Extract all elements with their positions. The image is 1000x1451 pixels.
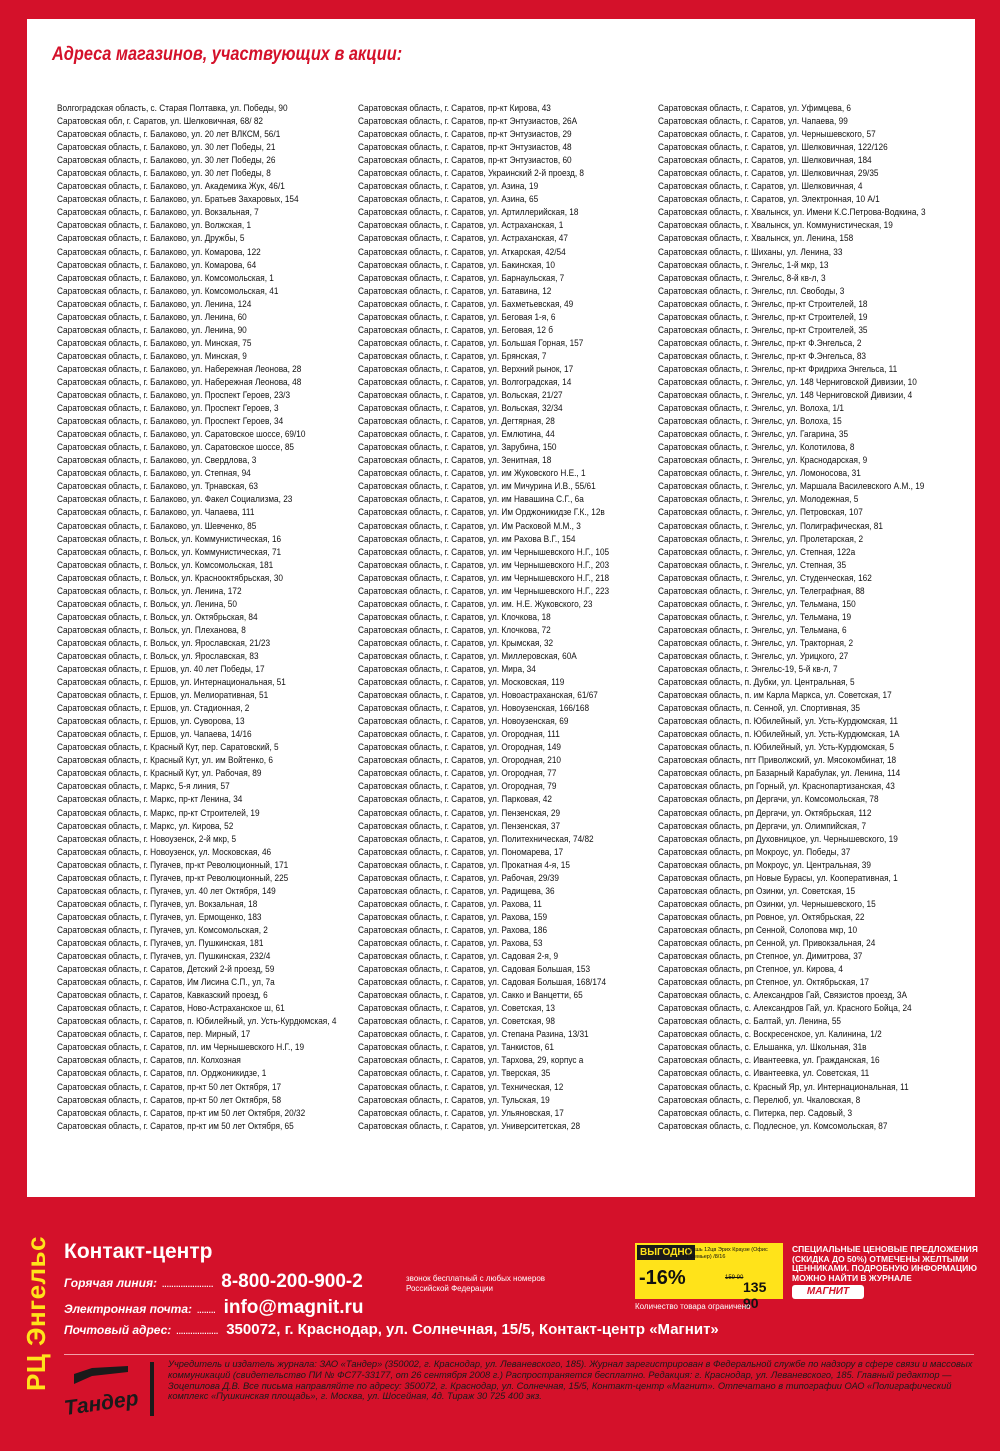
address-item: Саратовская область, г. Балаково, ул. Проспект Героев, 23/3 [57, 390, 291, 402]
address-item: Саратовская область, г. Саратов, ул. Волгоградская, 14 [358, 376, 572, 388]
address-item: Саратовская область, п. Юбилейный, ул. Усть-Курдюмская, 5 [658, 742, 894, 754]
address-item: Саратовская область, г. Новоузенск, 2-й мкр, 5 [57, 833, 237, 845]
address-item: Саратовская область, г. Энгельс, пр-кт Строителей, 35 [658, 324, 868, 336]
address-item: Саратовская область, г. Балаково, ул. Набережная Леонова, 48 [57, 376, 302, 388]
address-item: Саратовская область, г. Вольск, ул. Комсомольская, 181 [57, 559, 274, 571]
address-item: Саратовская область, с. Балтай, ул. Ленина, 55 [658, 1016, 842, 1028]
footer-divider [64, 1354, 974, 1355]
address-item: Саратовская область, г. Балаково, ул. Саратовское шоссе, 69/10 [57, 429, 306, 441]
address-item: Саратовская область, г. Маркс, ул. Кирова, 52 [57, 820, 234, 832]
address-item: Саратовская область, г. Саратов, пер. Мирный, 17 [57, 1029, 251, 1041]
address-item: Саратовская область, рп Горный, ул. Краснопартизанская, 43 [658, 781, 895, 793]
promo-description: СПЕЦИАЛЬНЫЕ ЦЕНОВЫЕ ПРЕДЛОЖЕНИЯ (СКИДКА ДО 50%) ОТМЕЧЕНЫ ЖЕЛТЫМИ ЦЕННИКАМИ. ПОДРОБНУЮ ИНФОРМАЦИЮ МОЖНО НАЙТИ В ЖУРНАЛЕ [792, 1244, 978, 1283]
address-item: Саратовская область, рп Новые Бурасы, ул. Кооперативная, 1 [658, 872, 898, 884]
address-item: Саратовская область, г. Саратов, Ново-Астраханское ш, 61 [57, 1003, 285, 1015]
address-item: Саратовская область, г. Балаково, ул. Набережная Леонова, 28 [57, 363, 302, 375]
address-item: Саратовская область, г. Саратов, ул. Уфимцева, 6 [658, 103, 852, 114]
address-item: Саратовская область, г. Саратов, ул. Огородная, 210 [358, 755, 562, 767]
address-item: Саратовская область, г. Саратов, ул. Пономарева, 17 [358, 846, 564, 858]
email-row [64, 1297, 363, 1319]
address-item: Саратовская область, с. Александров Гай, Связистов проезд, 3А [658, 990, 907, 1002]
address-item: Саратовская область, г. Красный Кут, ул. им Войтенко, 6 [57, 755, 273, 767]
address-item: Саратовская область, г. Ершов, ул. Стадионная, 2 [57, 703, 250, 715]
address-item: Саратовская область, г. Хвалынск, ул. Коммунистическая, 19 [658, 220, 893, 232]
address-item: Саратовская область, г. Вольск, ул. Коммунистическая, 71 [57, 546, 282, 558]
address-item: Саратовская область, г. Энгельс, пр-кт Ф.Энгельса, 2 [658, 337, 862, 349]
address-item: Саратовская область, рп Мокроус, ул. Победы, 37 [658, 846, 851, 858]
address-item: Саратовская область, г. Энгельс, ул. 148 Черниговской Дивизии, 4 [658, 390, 913, 402]
address-item: Саратовская область, г. Энгельс, ул. Краснодарская, 9 [658, 455, 868, 467]
address-item: Саратовская область, г. Энгельс, пр-кт Ф.Энгельса, 83 [658, 350, 866, 362]
address-item: Саратовская область, г. Энгельс, 8-й кв-л, 3 [658, 272, 826, 284]
magnit-logo: МАГНИТ [792, 1285, 864, 1299]
address-item: Саратовская область, г. Саратов, ул. Садовая 2-я, 9 [358, 951, 559, 963]
address-item: Саратовская область, с. Ельшанка, ул. Школьная, 31в [658, 1042, 867, 1054]
address-item: Саратовская область, г. Саратов, ул. Ульяновская, 17 [358, 1107, 564, 1119]
address-item: Саратовская область, г. Энгельс, пр-кт Строителей, 19 [658, 311, 868, 323]
address-item: Саратовская область, г. Энгельс, ул. Гагарина, 35 [658, 429, 849, 441]
address-item: Саратовская область, г. Вольск, ул. Краснооктябрьская, 30 [57, 572, 284, 584]
address-item: Саратовская область, г. Балаково, ул. Свердлова, 3 [57, 455, 257, 467]
address-item: Саратовская область, г. Балаково, ул. Проспект Героев, 34 [57, 416, 284, 428]
address-item: Саратовская область, г. Саратов, пр-кт 50 лет Октября, 58 [57, 1094, 282, 1106]
address-item: Саратовская область, г. Саратов, ул. Тверская, 35 [358, 1068, 551, 1080]
address-item: Саратовская область, г. Саратов, ул. Большая Горная, 157 [358, 337, 584, 349]
address-item: Саратовская область, г. Энгельс, ул. Тракторная, 2 [658, 637, 854, 649]
address-item: Саратовская область, г. Саратов, ул. им Чернышевского Н.Г., 203 [358, 559, 610, 571]
publisher-imprint: Учредитель и издатель журнала: ЗАО «Тандер» (350002, г. Краснодар, ул. Леваневского, 185). Журнал зарегистрирован в Федеральной службе по надзору в сфере связи и массовых коммуникаций (свидетельство ПИ № ФС77-33177, от 26 сентября 2008 г.) Распространяется бесплатно. Редакция: г. Краснодар, ул. Леваневского, 185. Главный редактор — Зоцепилова Д.В. Все письма направляйте по адресу: 350072, г. Краснодар, ул. Солнечная, 15/5, Контакт-центр «Магнит». Отпечатано в типографии ОАО «Полиграфический комплекс «Пушкинская площадь», г. Москва, ул. Шосейная, 4д. Тираж 30 725 400 экз. [168, 1359, 973, 1402]
address-item: Саратовская область, рп Сенной, ул. Привокзальная, 24 [658, 938, 876, 949]
address-item: Саратовская область, г. Энгельс, ул. Петровская, 107 [658, 507, 863, 519]
address-item: Саратовская область, г. Энгельс, ул. Степная, 122а [658, 546, 856, 558]
address-item: Саратовская область, г. Вольск, ул. Плеханова, 8 [57, 624, 246, 636]
address-item: Саратовская область, г. Саратов, ул. им. Н.Е. Жуковского, 23 [358, 598, 593, 610]
address-item: Саратовская область, г. Энгельс, ул. Молодежная, 5 [658, 494, 859, 506]
address-item: Саратовская область, г. Саратов, пл. им Чернышевского Н.Г., 19 [57, 1042, 305, 1054]
address-item: Саратовская область, г. Саратов, ул. им Чернышевского Н.Г., 223 [358, 585, 610, 597]
address-item: Саратовская область, г. Саратов, ул. Астраханская, 1 [358, 220, 564, 232]
address-item: Саратовская область, г. Саратов, ул. Им Расковой М.М., 3 [358, 520, 581, 532]
address-item: Саратовская область, г. Саратов, ул. Азина, 19 [358, 181, 539, 193]
address-item: Саратовская область, г. Балаково, ул. 30 лет Победы, 21 [57, 142, 276, 154]
address-item: Саратовская область, г. Саратов, ул. Бахметьевская, 49 [358, 298, 574, 310]
address-item: Саратовская область, г. Саратов, ул. Радищева, 36 [358, 885, 555, 897]
address-item: Саратовская область, г. Саратов, ул. Азина, 65 [358, 194, 539, 206]
address-item: Саратовская область, г. Саратов, ул. Сакко и Ванцетти, 65 [358, 990, 583, 1002]
address-item: Саратовская область, г. Ершов, ул. Мелиоративная, 51 [57, 690, 269, 702]
address-item: Волгоградская область, с. Старая Полтавка, ул. Победы, 90 [57, 103, 288, 114]
address-item: Саратовская область, г. Саратов, ул. Огородная, 111 [358, 729, 560, 741]
address-item: Саратовская область, г. Энгельс, 1-й мкр, 13 [658, 259, 829, 271]
address-item: Саратовская область, г. Саратов, ул. им Чернышевского Н.Г., 105 [358, 546, 610, 558]
address-item: Саратовская область, г. Хвалынск, ул. Имени К.С.Петрова-Водкина, 3 [658, 207, 926, 219]
address-list-col3 [658, 102, 969, 1133]
address-item: Саратовская область, г. Энгельс, ул. Ломоносова, 31 [658, 468, 861, 480]
address-item: Саратовская область, г. Саратов, ул. Бакинская, 10 [358, 259, 555, 271]
address-item: Саратовская область, г. Балаково, ул. Комарова, 122 [57, 246, 261, 258]
address-item: Саратовская область, г. Саратов, Им Лисина С.П., ул, 7а [57, 977, 275, 989]
address-item: Саратовская область, рп Степное, ул. Кирова, 4 [658, 964, 843, 976]
hotline-row [64, 1271, 363, 1293]
address-item: Саратовская область, г. Энгельс, пр-кт Строителей, 18 [658, 298, 868, 310]
address-item: Саратовская область, г. Балаково, ул. Трнавская, 63 [57, 481, 259, 493]
address-item: Саратовская область, г. Саратов, ул. Советская, 98 [358, 1016, 555, 1028]
address-item: Саратовская область, рп Ровное, ул. Октябрьская, 22 [658, 911, 865, 923]
address-list-col1 [57, 102, 382, 1133]
address-item: Саратовская область, г. Пугачев, ул. Ермощенко, 183 [57, 911, 262, 923]
address-item: Саратовская область, г. Вольск, ул. Коммунистическая, 16 [57, 533, 282, 545]
address-item: Саратовская область, г. Маркс, 5-я линия, 57 [57, 781, 230, 793]
address-item: Саратовская область, г. Энгельс, ул. Телеграфная, 88 [658, 585, 865, 597]
address-item: Саратовская область, г. Балаково, ул. 30 лет Победы, 26 [57, 155, 276, 167]
address-item: Саратовская область, г. Саратов, ул. Миллеровская, 60А [358, 650, 577, 662]
address-item: Саратовская область, г. Саратов, ул. Шелковичная, 4 [658, 181, 863, 193]
address-item: Саратовская область, г. Саратов, ул. им Навашина С.Г., 6а [358, 494, 584, 506]
address-item: Саратовская область, г. Энгельс, ул. Степная, 35 [658, 559, 847, 571]
address-item: Саратовская область, г. Саратов, пл. Колхозная [57, 1055, 241, 1067]
address-item: Саратовская область, г. Энгельс, ул. Студенческая, 162 [658, 572, 872, 584]
address-item: Саратовская область, г. Саратов, пр-кт 50 лет Октября, 17 [57, 1081, 282, 1093]
address-item: Саратовская область, г. Пугачев, ул. 40 лет Октября, 149 [57, 885, 276, 897]
address-item: Саратовская область, г. Саратов, ул. Дегтярная, 28 [358, 416, 555, 428]
tag-new-price: 135 90 [743, 1279, 767, 1311]
address-item: Саратовская область, г. Саратов, ул. Вольская, 21/27 [358, 390, 563, 402]
address-item: Саратовская область, г. Шиханы, ул. Ленина, 33 [658, 246, 843, 258]
address-item: Саратовская область, г. Балаково, ул. Саратовское шоссе, 85 [57, 442, 294, 454]
address-item: Саратовская область, рп Степное, ул. Октябрьская, 17 [658, 977, 870, 989]
address-item: Саратовская область, г. Саратов, ул. Техническая, 12 [358, 1081, 564, 1093]
address-item: Саратовская область, г. Саратов, ул. Клочкова, 18 [358, 611, 551, 623]
address-item: Саратовская область, г. Энгельс, ул. Пролетарская, 2 [658, 533, 864, 545]
address-item: Саратовская область, рп Степное, ул. Димитрова, 37 [658, 951, 863, 963]
address-item: Саратовская область, г. Саратов, ул. Политехническая, 74/82 [358, 833, 594, 845]
address-item: Саратовская область, с. Ивантеевка, ул. Советская, 11 [658, 1068, 870, 1080]
address-item: Саратовская область, г. Саратов, ул. Рабочая, 29/39 [358, 872, 559, 884]
address-item: Саратовская область, г. Балаково, ул. Комсомольская, 41 [57, 285, 279, 297]
email-link[interactable]: info@magnit.ru [223, 1297, 364, 1318]
address-item: Саратовская область, г. Саратов, ул. Им Орджоникидзе Г.К., 12в [358, 507, 605, 519]
address-item: Саратовская область, г. Энгельс, ул. Тельмана, 150 [658, 598, 856, 610]
tag-discount: -16% [639, 1267, 686, 1289]
address-item: Саратовская область, рп Базарный Карабулак, ул. Ленина, 114 [658, 768, 901, 780]
address-item: Саратовская область, г. Саратов, пр-кт Кирова, 43 [358, 103, 551, 114]
address-item: Саратовская область, рп Мокроус, ул. Центральная, 39 [658, 859, 871, 871]
address-item: Саратовская область, с. Перелюб, ул. Чкаловская, 8 [658, 1094, 861, 1106]
address-item: Саратовская область, г. Саратов, ул. Беговая, 12 б [358, 324, 553, 336]
tander-horn-icon [72, 1364, 132, 1388]
address-item: Саратовская область, г. Саратов, ул. Рахова, 159 [358, 911, 548, 923]
hotline-dots: ...................... [161, 1276, 213, 1290]
address-item: Саратовская область, г. Саратов, ул. Зенитная, 18 [358, 455, 552, 467]
address-item: Саратовская область, г. Саратов, ул. Прокатная 4-я, 15 [358, 859, 570, 871]
address-item: Саратовская область, г. Хвалынск, ул. Ленина, 158 [658, 233, 854, 245]
address-item: Саратовская область, г. Энгельс-19, 5-й кв-л, 7 [658, 664, 838, 676]
address-item: Саратовская область, г. Саратов, ул. Тархова, 29, корпус а [358, 1055, 584, 1067]
address-item: Саратовская область, г. Саратов, ул. Новоузенская, 69 [358, 716, 569, 728]
address-item: Саратовская область, г. Саратов, ул. Университетская, 28 [358, 1120, 581, 1132]
tag-old-price: 159 90 [725, 1275, 744, 1281]
address-item: Саратовская область, г. Энгельс, ул. Тельмана, 6 [658, 624, 847, 636]
address-item: Саратовская область, с. Ивантеевка, ул. Гражданская, 16 [658, 1055, 880, 1067]
quantity-limited-note: Количество товара ограничено [635, 1302, 751, 1311]
tag-product-name: Гуашь 12цв Эрих Краузе (Офис Премьер) /8/16 [687, 1247, 768, 1260]
address-item: Саратовская область, г. Балаково, ул. Проспект Героев, 3 [57, 403, 279, 415]
hotline-label: Горячая линия: [64, 1276, 157, 1290]
address-item: Саратовская область, г. Саратов, ул. Рахова, 53 [358, 938, 543, 949]
address-item: Саратовская область, г. Балаково, ул. Факел Социализма, 23 [57, 494, 293, 506]
address-item: Саратовская область, г. Красный Кут, ул. Рабочая, 89 [57, 768, 262, 780]
address-item: Саратовская область, г. Вольск, ул. Октябрьская, 84 [57, 611, 258, 623]
address-item: Саратовская область, г. Саратов, ул. Беговая 1-я, 6 [358, 311, 556, 323]
hotline-note: звонок бесплатный с любых номеров Российской Федерации [406, 1274, 546, 1293]
address-item: Саратовская область, г. Ершов, ул. Интернациональная, 51 [57, 677, 286, 689]
address-item: Саратовская область, г. Пугачев, пр-кт Революционный, 171 [57, 859, 289, 871]
address-item: Саратовская область, г. Энгельс, ул. Урицкого, 27 [658, 650, 849, 662]
address-item: Саратовская область, г. Балаково, ул. Академика Жук, 46/1 [57, 181, 285, 193]
address-item: Саратовская область, г. Энгельс, ул. Полиграфическая, 81 [658, 520, 883, 532]
address-item: Саратовская область, г. Саратов, Украинский 2-й проезд, 8 [358, 168, 585, 180]
address-item: Саратовская область, г. Энгельс, пр-кт Фридриха Энгельса, 11 [658, 363, 898, 375]
address-item: Саратовская область, г. Саратов, ул. Артиллерийская, 18 [358, 207, 579, 219]
address-item: Саратовская область, п. Сенной, ул. Спортивная, 35 [658, 703, 861, 715]
address-item: Саратовская область, г. Саратов, ул. Крымская, 32 [358, 637, 554, 649]
email-dots: ........ [196, 1302, 216, 1316]
address-item: Саратовская область, г. Ершов, ул. Суворова, 13 [57, 716, 245, 728]
address-item: Саратовская область, г. Саратов, пр-кт Энтузиастов, 60 [358, 155, 572, 167]
postal-address: 350072, г. Краснодар, ул. Солнечная, 15/5, Контакт-центр «Магнит» [226, 1321, 719, 1338]
address-item: Саратовская область, г. Маркс, пр-кт Строителей, 19 [57, 807, 260, 819]
address-item: Саратовская область, г. Саратов, ул. Батавина, 12 [358, 285, 552, 297]
postal-dots: .................. [175, 1323, 218, 1337]
address-item: Саратовская область, г. Балаково, ул. Волжская, 1 [57, 220, 252, 232]
address-item: Саратовская область, г. Пугачев, ул. Вокзальная, 18 [57, 898, 258, 910]
hotline-phone-link[interactable]: 8-800-200-900-2 [221, 1271, 363, 1292]
address-item: Саратовская область, г. Саратов, ул. Тульская, 19 [358, 1094, 550, 1106]
contact-center-title: Контакт-центр [64, 1240, 213, 1263]
address-item: Саратовская область, г. Саратов, ул. Новоастраханская, 61/67 [358, 690, 598, 702]
address-item: Саратовская область, г. Саратов, пр-кт Энтузиастов, 26А [358, 116, 578, 128]
address-item: Саратовская область, г. Балаково, ул. Комсомольская, 1 [57, 272, 274, 284]
address-item: Саратовская область, г. Саратов, ул. Аткарская, 42/54 [358, 246, 566, 258]
address-item: Саратовская область, г. Балаково, ул. Комарова, 64 [57, 259, 257, 271]
address-item: Саратовская область, г. Саратов, ул. Советская, 13 [358, 1003, 555, 1015]
address-item: Саратовская область, г. Саратов, ул. Пензенская, 37 [358, 820, 561, 832]
address-item: Саратовская область, г. Ершов, ул. Чапаева, 14/16 [57, 729, 252, 741]
address-item: Саратовская область, г. Балаково, ул. Ленина, 90 [57, 324, 247, 336]
address-item: Саратовская область, г. Саратов, ул. Степана Разина, 13/31 [358, 1029, 589, 1041]
address-item: Саратовская область, г. Саратов, ул. им Рахова В.Г., 154 [358, 533, 576, 545]
region-label: РЦ Энгельс [21, 1235, 51, 1391]
address-item: Саратовская область, г. Ершов, ул. 40 лет Победы, 17 [57, 664, 265, 676]
address-item: Саратовская область, г. Балаково, ул. Степная, 94 [57, 468, 251, 480]
address-item: Саратовская область, п. им Карла Маркса, ул. Советская, 17 [658, 690, 892, 702]
address-item: Саратовская область, г. Саратов, ул. им Мичурина И.В., 55/61 [358, 481, 596, 493]
address-item: Саратовская область, г. Саратов, ул. Верхний рынок, 17 [358, 363, 574, 375]
address-item: Саратовская область, г. Саратов, ул. Зарубина, 150 [358, 442, 557, 454]
address-item: Саратовская область, г. Балаково, ул. Минская, 9 [57, 350, 247, 362]
address-item: Саратовская область, с. Красный Яр, ул. Интернациональная, 11 [658, 1081, 909, 1093]
address-list-col2 [358, 102, 650, 1133]
address-item: Саратовская область, г. Пугачев, пр-кт Революционный, 225 [57, 872, 289, 884]
address-item: Саратовская область, г. Энгельс, ул. 148 Черниговской Дивизии, 10 [658, 376, 917, 388]
address-item: Саратовская область, г. Балаково, ул. Минская, 75 [57, 337, 252, 349]
logo-divider [150, 1362, 154, 1416]
address-item: Саратовская область, г. Пугачев, ул. Пушкинская, 181 [57, 938, 264, 949]
address-item: Саратовская область, рп Духовницкое, ул. Чернышевского, 19 [658, 833, 898, 845]
address-item: Саратовская область, п. Дубки, ул. Центральная, 5 [658, 677, 855, 689]
address-item: Саратовская область, г. Саратов, ул. Огородная, 79 [358, 781, 557, 793]
address-item: Саратовская область, г. Энгельс, ул. Колотилова, 8 [658, 442, 855, 454]
address-item: Саратовская область, рп Озинки, ул. Чернышевского, 15 [658, 898, 876, 910]
address-item: Саратовская область, г. Балаково, ул. 30 лет Победы, 8 [57, 168, 271, 180]
address-item: Саратовская область, г. Пугачев, ул. Пушкинская, 232/4 [57, 951, 271, 963]
address-item: Саратовская область, рп Дергачи, ул. Олимпийская, 7 [658, 820, 867, 832]
address-item: Саратовская область, г. Вольск, ул. Ленина, 172 [57, 585, 242, 597]
address-item: Саратовская область, г. Саратов, ул. Московская, 119 [358, 677, 565, 689]
address-item: Саратовская область, пгт Приволжский, ул. Мясокомбинат, 18 [658, 755, 897, 767]
address-item: Саратовская область, г. Саратов, ул. Мира, 34 [358, 664, 536, 676]
address-item: Саратовская область, г. Саратов, ул. Рахова, 11 [358, 898, 542, 910]
address-item: Саратовская область, г. Саратов, ул. Шелковичная, 122/126 [658, 142, 888, 154]
address-item: Саратовская область, рп Сенной, Солопова мкр, 10 [658, 924, 858, 936]
address-item: Саратовская область, г. Энгельс, ул. Маршала Василевского А.М., 19 [658, 481, 925, 493]
address-item: Саратовская область, г. Саратов, пр-кт им 50 лет Октября, 20/32 [57, 1107, 306, 1119]
address-item: Саратовская обл, г. Саратов, ул. Шелковичная, 68/ 82 [57, 116, 264, 128]
address-item: Саратовская область, г. Саратов, пр-кт Энтузиастов, 29 [358, 129, 572, 141]
address-item: Саратовская область, с. Александров Гай, ул. Красного Бойца, 24 [658, 1003, 912, 1015]
address-item: Саратовская область, г. Балаково, ул. Ленина, 60 [57, 311, 247, 323]
address-item: Саратовская область, г. Саратов, пр-кт Энтузиастов, 48 [358, 142, 572, 154]
address-item: Саратовская область, г. Саратов, ул. Новоузенская, 166/168 [358, 703, 590, 715]
address-item: Саратовская область, г. Балаково, ул. Дружбы, 5 [57, 233, 245, 245]
address-item: Саратовская область, г. Саратов, ул. Танкистов, 61 [358, 1042, 554, 1054]
address-item: Саратовская область, г. Саратов, п. Юбилейный, ул. Усть-Курдюмская, 4 [57, 1016, 337, 1028]
address-item: Саратовская область, п. Юбилейный, ул. Усть-Курдюмская, 11 [658, 716, 898, 728]
address-item: Саратовская область, г. Новоузенск, ул. Московская, 46 [57, 846, 272, 858]
address-item: Саратовская область, рп Дергачи, ул. Октябрьская, 112 [658, 807, 872, 819]
address-item: Саратовская область, г. Красный Кут, пер. Саратовский, 5 [57, 742, 279, 754]
address-item: Саратовская область, г. Саратов, ул. Электронная, 10 А/1 [658, 194, 880, 206]
address-item: Саратовская область, рп Озинки, ул. Советская, 15 [658, 885, 856, 897]
address-item: Саратовская область, с. Воскресенское, ул. Калинина, 1/2 [658, 1029, 882, 1041]
address-item: Саратовская область, г. Саратов, ул. Чернышевского, 57 [658, 129, 876, 141]
address-item: Саратовская область, г. Саратов, ул. Астраханская, 47 [358, 233, 568, 245]
address-item: Саратовская область, г. Саратов, Детский 2-й проезд, 59 [57, 964, 275, 976]
address-item: Саратовская область, г. Энгельс, пл. Свободы, 3 [658, 285, 845, 297]
address-item: Саратовская область, г. Балаково, ул. Вокзальная, 7 [57, 207, 259, 219]
address-item: Саратовская область, г. Энгельс, ул. Волоха, 15 [658, 416, 842, 428]
postal-address-row [64, 1321, 719, 1339]
address-item: Саратовская область, г. Саратов, ул. Чапаева, 99 [658, 116, 848, 128]
address-item: Саратовская область, г. Маркс, пр-кт Ленина, 34 [57, 794, 243, 806]
address-item: Саратовская область, г. Саратов, ул. Клочкова, 72 [358, 624, 551, 636]
page-title: Адреса магазинов, участвующих в акции: [52, 44, 403, 65]
address-item: Саратовская область, г. Саратов, ул. Садовая Большая, 153 [358, 964, 591, 976]
address-item: Саратовская область, г. Саратов, ул. Садовая Большая, 168/174 [358, 977, 607, 989]
tander-logo [64, 1364, 144, 1424]
address-item: Саратовская область, г. Балаково, ул. Ленина, 124 [57, 298, 252, 310]
postal-label: Почтовый адрес: [64, 1323, 172, 1337]
address-item: Саратовская область, г. Саратов, ул. Барнаульская, 7 [358, 272, 565, 284]
address-item: Саратовская область, г. Саратов, ул. Вольская, 32/34 [358, 403, 563, 415]
address-item: Саратовская область, с. Подлесное, ул. Комсомольская, 87 [658, 1120, 888, 1132]
address-item: Саратовская область, г. Саратов, ул. Брянская, 7 [358, 350, 547, 362]
tag-vygodno-label: ВЫГОДНО [637, 1245, 695, 1260]
address-item: Саратовская область, с. Питерка, пер. Садовый, 3 [658, 1107, 853, 1119]
address-item: Саратовская область, рп Дергачи, ул. Комсомольская, 78 [658, 794, 879, 806]
email-label: Электронная почта: [64, 1302, 192, 1316]
tander-wordmark: Тандер [62, 1386, 140, 1421]
address-item: Саратовская область, г. Пугачев, ул. Комсомольская, 2 [57, 924, 268, 936]
address-item: Саратовская область, г. Саратов, пр-кт им 50 лет Октября, 65 [57, 1120, 294, 1132]
address-item: Саратовская область, г. Саратов, ул. Огородная, 77 [358, 768, 557, 780]
address-item: Саратовская область, г. Саратов, ул. Пензенская, 29 [358, 807, 561, 819]
address-item: Саратовская область, г. Балаково, ул. Шевченко, 85 [57, 520, 257, 532]
address-item: Саратовская область, г. Саратов, Кавказский проезд, 6 [57, 990, 268, 1002]
address-item: Саратовская область, г. Вольск, ул. Ярославская, 21/23 [57, 637, 271, 649]
address-item: Саратовская область, г. Саратов, ул. Шелковичная, 29/35 [658, 168, 879, 180]
address-item: Саратовская область, г. Саратов, ул. Шелковичная, 184 [658, 155, 872, 167]
address-item: Саратовская область, г. Вольск, ул. Ярославская, 83 [57, 650, 259, 662]
address-item: Саратовская область, г. Энгельс, ул. Тельмана, 19 [658, 611, 852, 623]
address-item: Саратовская область, г. Саратов, пл. Орджоникидзе, 1 [57, 1068, 267, 1080]
address-item: Саратовская область, г. Саратов, ул. Рахова, 186 [358, 924, 548, 936]
address-item: Саратовская область, г. Саратов, ул. Емлютина, 44 [358, 429, 555, 441]
address-item: Саратовская область, г. Саратов, ул. им Жуковского Н.Е., 1 [358, 468, 586, 480]
address-item: Саратовская область, г. Балаково, ул. 20 лет ВЛКСМ, 56/1 [57, 129, 281, 141]
address-item: Саратовская область, г. Саратов, ул. Огородная, 149 [358, 742, 562, 754]
address-item: Саратовская область, г. Балаково, ул. Братьев Захаровых, 154 [57, 194, 299, 206]
address-item: Саратовская область, г. Вольск, ул. Ленина, 50 [57, 598, 237, 610]
address-item: Саратовская область, п. Юбилейный, ул. Усть-Курдюмская, 1А [658, 729, 900, 741]
address-item: Саратовская область, г. Энгельс, ул. Волоха, 1/1 [658, 403, 844, 415]
address-item: Саратовская область, г. Саратов, ул. Парковая, 42 [358, 794, 552, 806]
address-item: Саратовская область, г. Саратов, ул. им Чернышевского Н.Г., 218 [358, 572, 610, 584]
address-item: Саратовская область, г. Балаково, ул. Чапаева, 111 [57, 507, 255, 519]
